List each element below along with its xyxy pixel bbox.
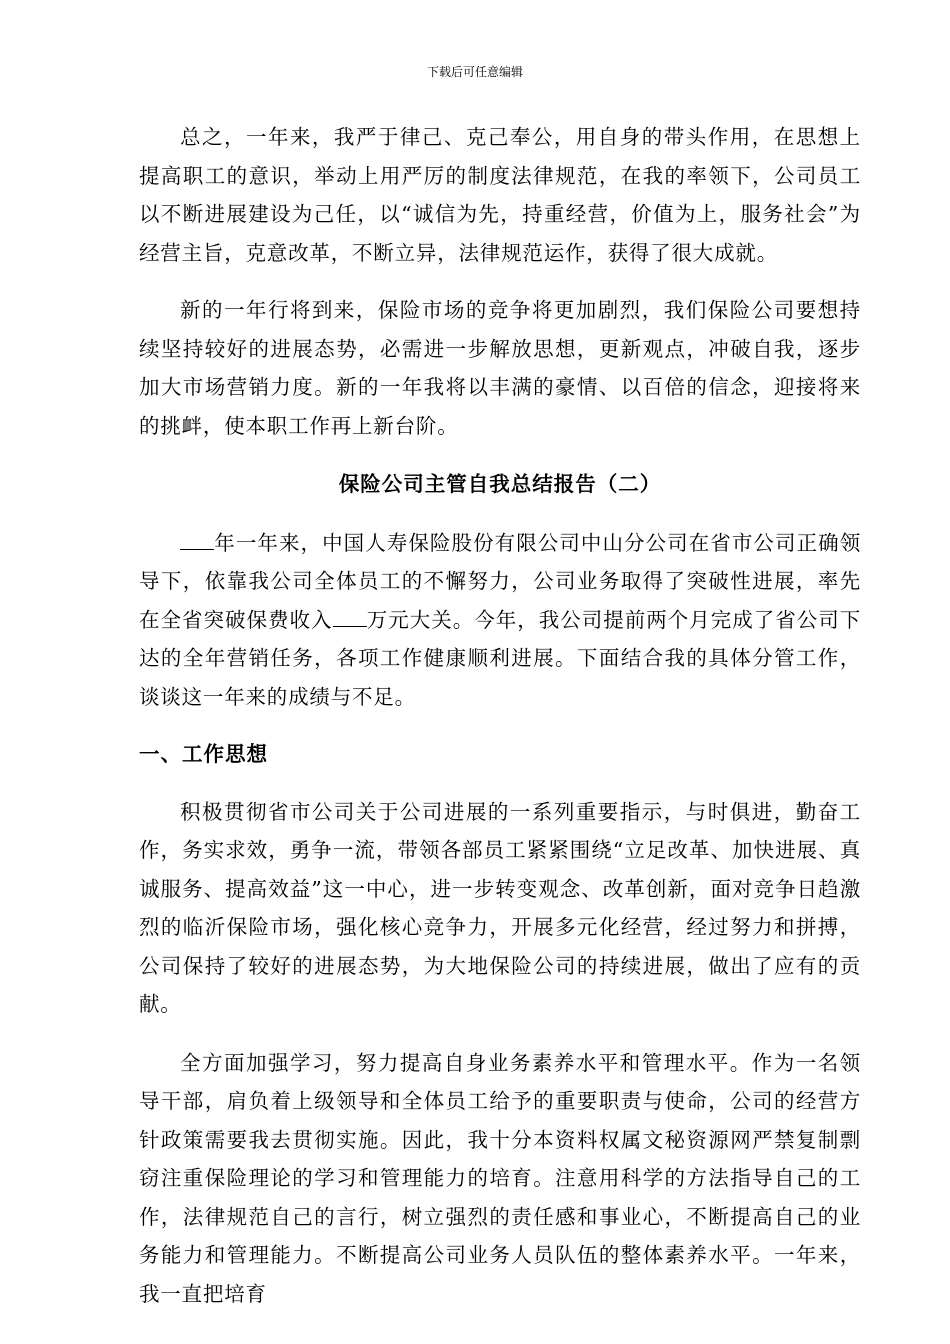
paragraph-intro-part1: 年一年来，中国人寿保险股份有限公司中山分公司在省市公司正确领导下，依靠我公司全体员工的不懈努力，公司业务取得了突破性进展，率先在全省突破保费收入 — [139, 530, 861, 632]
paragraph-summary: 总之，一年来，我严于律己、克己奉公，用自身的带头作用，在思想上提高职工的意识，举动上用严厉的制度法律规范，在我的率领下，公司员工以不断进展建设为己任，以“诚信为先，持重经营，价值为上，服务社会”为经营主旨，克意改革，不断立异，法律规范运作，获得了很大成就。 — [139, 125, 861, 265]
paragraph-intro-part2: 万元大关。今年，我公司提前两个月完成了省公司下达的全年营销任务，各项工作健康顺利进展。下面结合我的具体分管工作，谈谈这一年来的成绩与不足。 — [139, 607, 861, 709]
blank-field — [333, 608, 367, 627]
document-body — [139, 118, 861, 1313]
paragraph-intro — [139, 524, 861, 717]
paragraph-new-year: 新的一年行将到来，保险市场的竞争将更加剧烈，我们保险公司要想持续坚持较好的进展态势，必需进一步解放思想，更新观点，冲破自我，逐步加大市场营销力度。新的一年我将以丰满的豪情、以百倍的信念，迎接将来的挑衅，使本职工作再上新台阶。 — [139, 298, 861, 438]
paragraph-study: 全方面加强学习，努力提高自身业务素养水平和管理水平。作为一名领导干部，肩负着上级领导和全体员工给予的重要职责与使命，公司的经营方针政策需要我去贯彻实施。因此，我十分本资料权属文秘资源网严禁复制剽窃注重保险理论的学习和管理能力的培育。注意用科学的方法指导自己的工作，法律规范自己的言行，树立强烈的责任感和事业心，不断提高自己的业务能力和管理能力。不断提高公司业务人员队伍的整体素养水平。一年来，我一直把培育 — [139, 1050, 861, 1306]
paragraph-work-thought: 积极贯彻省市公司关于公司进展的一系列重要指示，与时俱进，勤奋工作，务实求效，勇争一流，带领各部员工紧紧围绕“立足改革、加快进展、真诚服务、提高效益”这一中心，进一步转变观念、改革创新，面对竞争日趋激烈的临沂保险市场，强化核心竞争力，开展多元化经营，经过努力和拼搏，公司保持了较好的进展态势，为大地保险公司的持续进展，做出了应有的贡献。 — [139, 799, 861, 1016]
blank-field — [180, 531, 214, 550]
report-title: 保险公司主管自我总结报告（二） — [338, 472, 662, 496]
page-header: 下载后可任意编辑 — [426, 65, 523, 79]
section-heading: 一、工作思想 — [139, 742, 268, 766]
